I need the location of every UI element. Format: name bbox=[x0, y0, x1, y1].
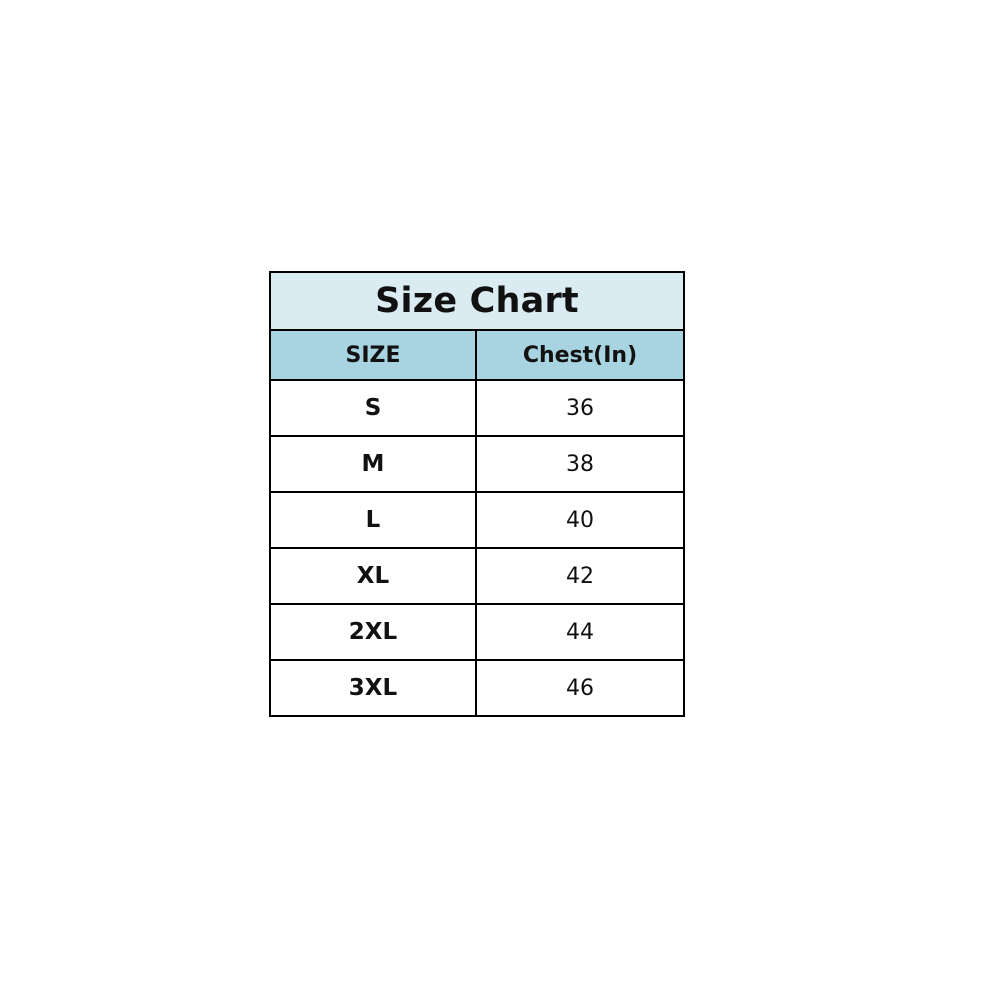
cell-size: L bbox=[270, 492, 476, 548]
table-row bbox=[270, 380, 684, 436]
cell-chest: 40 bbox=[476, 492, 684, 548]
cell-size: XL bbox=[270, 548, 476, 604]
cell-chest: 42 bbox=[476, 548, 684, 604]
size-chart-title: Size Chart bbox=[270, 272, 684, 330]
cell-chest: 44 bbox=[476, 604, 684, 660]
size-chart-table bbox=[269, 271, 685, 717]
cell-chest: 38 bbox=[476, 436, 684, 492]
cell-size: 2XL bbox=[270, 604, 476, 660]
size-chart-container bbox=[269, 271, 683, 701]
table-row bbox=[270, 604, 684, 660]
table-header-row bbox=[270, 330, 684, 380]
cell-size: M bbox=[270, 436, 476, 492]
table-row bbox=[270, 436, 684, 492]
cell-chest: 46 bbox=[476, 660, 684, 716]
table-row bbox=[270, 548, 684, 604]
table-row bbox=[270, 492, 684, 548]
table-title-row bbox=[270, 272, 684, 330]
column-header-size: SIZE bbox=[270, 330, 476, 380]
table-row bbox=[270, 660, 684, 716]
cell-size: S bbox=[270, 380, 476, 436]
cell-size: 3XL bbox=[270, 660, 476, 716]
column-header-chest: Chest(In) bbox=[476, 330, 684, 380]
cell-chest: 36 bbox=[476, 380, 684, 436]
